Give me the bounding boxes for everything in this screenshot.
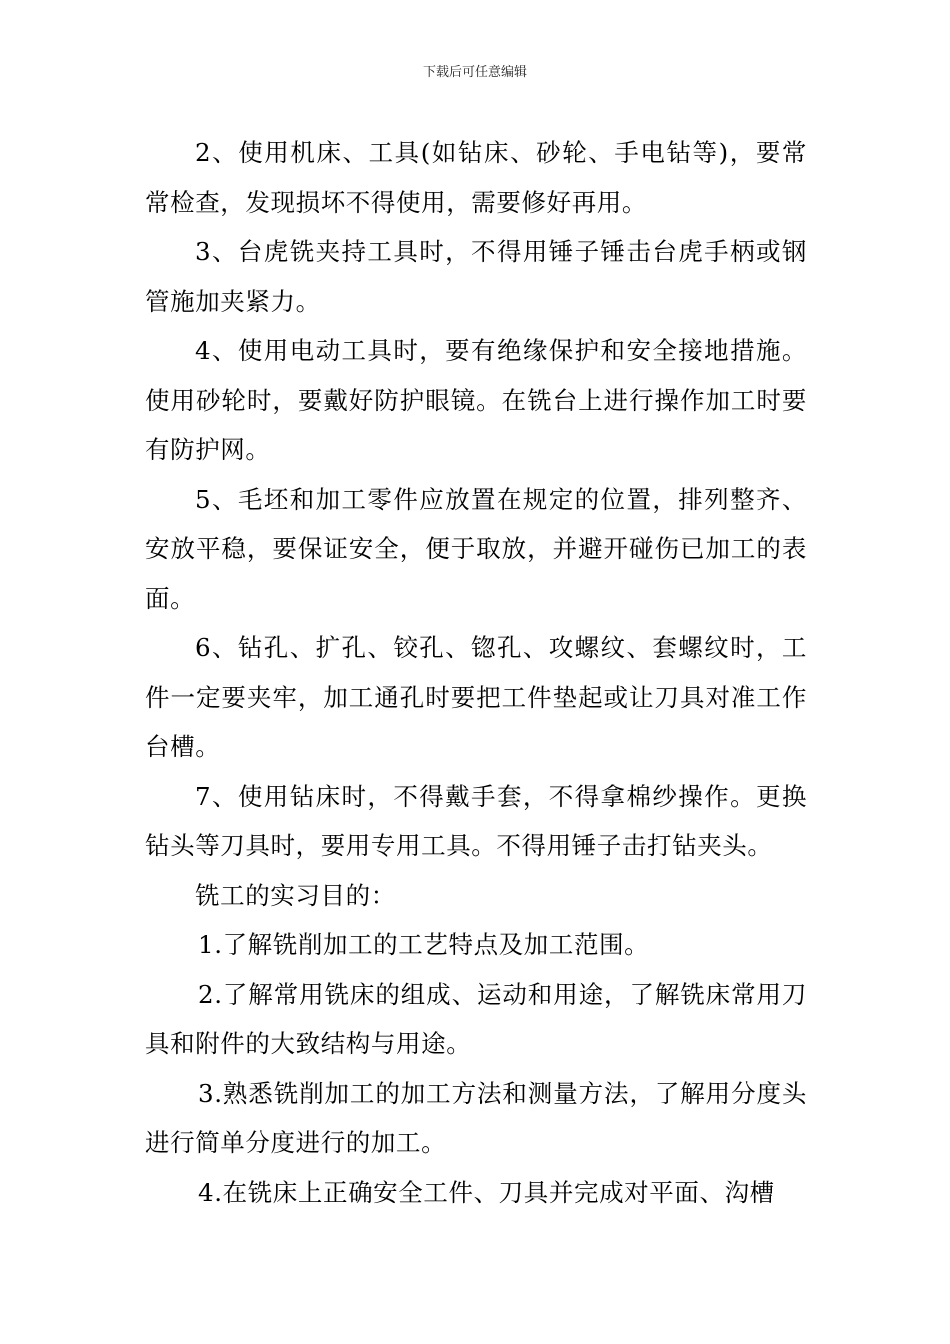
- paragraph-rule-5: 5、毛坯和加工零件应放置在规定的位置，排列整齐、安放平稳，要保证安全，便于取放，并避开碰伤已加工的表面。: [145, 484, 807, 613]
- goal-item-1: 1.了解铣削加工的工艺特点及加工范围。: [198, 930, 650, 959]
- goal-item-2: 2.了解常用铣床的组成、运动和用途，了解铣床常用刀具和附件的大致结构与用途。: [145, 979, 807, 1058]
- paragraph-rule-6: 6、钻孔、扩孔、铰孔、锪孔、攻螺纹、套螺纹时，工件一定要夹牢，加工通孔时要把工件垫起或让刀具对准工作台槽。: [145, 633, 807, 761]
- goal-item-4: 4.在铣床上正确安全工件、刀具并完成对平面、沟槽: [198, 1177, 775, 1207]
- page-header-note: 下载后可任意编辑: [422, 65, 527, 80]
- paragraph-rule-3: 3、台虎铣夹持工具时，不得用锤子锤击台虎手柄或钢管施加夹紧力。: [145, 237, 807, 316]
- paragraph-rule-2: 2、使用机床、工具(如钻床、砂轮、手电钻等)，要常常检查，发现损坏不得使用，需要修好再用。: [145, 138, 807, 217]
- section-heading-milling-goals: 铣工的实习目的：: [195, 880, 396, 910]
- document-body: [145, 128, 807, 1217]
- goal-item-3: 3.熟悉铣削加工的加工方法和测量方法，了解用分度头进行简单分度进行的加工。: [145, 1078, 807, 1157]
- paragraph-rule-7: 7、使用钻床时，不得戴手套，不得拿棉纱操作。更换钻头等刀具时，要用专用工具。不得用锤子击打钻夹头。: [145, 781, 807, 860]
- paragraph-rule-4: 4、使用电动工具时，要有绝缘保护和安全接地措施。使用砂轮时，要戴好防护眼镜。在铣台上进行操作加工时要有防护网。: [145, 336, 807, 464]
